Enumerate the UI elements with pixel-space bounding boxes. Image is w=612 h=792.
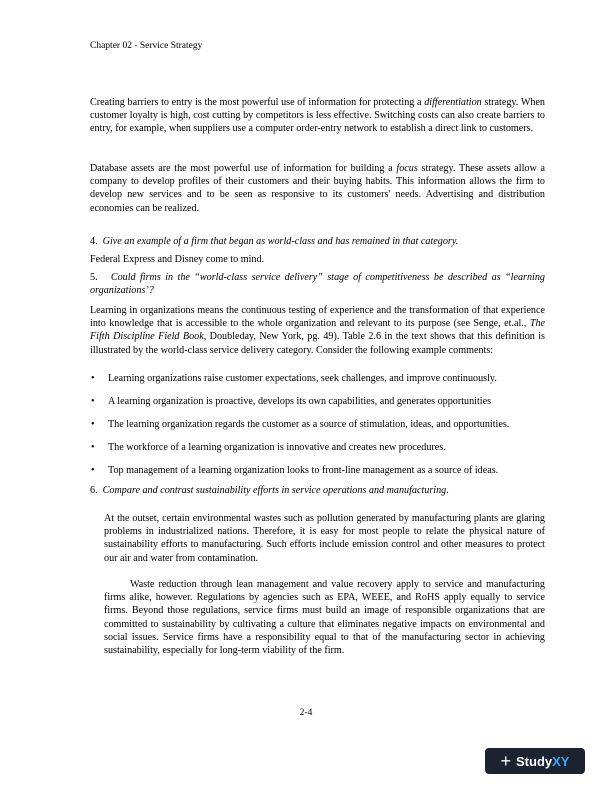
paragraph-differentiation (90, 96, 545, 136)
paragraph-text: strategy. When customer loyalty is high, cost cutting by competitors is less effective. Switching costs can also create barriers to entry, for example, when suppliers use a computer order-entry network to establish a direct link to customers. (90, 97, 545, 135)
list-item-text: The workforce of a learning organization is innovative and creates new procedures. (108, 442, 446, 453)
plus-icon: + (500, 751, 512, 771)
bullet-icon: • (91, 465, 95, 476)
paragraph-text: strategy. These assets allow a company to develop profiles of their customers and their buying habits. This information allows the firm to develop new services and to be seen as responsive to its customers' needs. Advertising and distribution economies can be realized. (90, 163, 546, 214)
bullet-icon: • (91, 396, 95, 407)
question-text: Could firms in the “world-class service delivery” stage of competitiveness be described as “learning organizations’? (90, 272, 545, 297)
question-text: Compare and contrast sustainability efforts in service operations and manufacturing (102, 485, 447, 496)
studyxy-logo (485, 748, 585, 774)
paragraph-text: , Doubleday, New York, pg. 49). Table 2.6 in the text shows that this definition is illustrated by the world-class service delivery category. Consider the following example comments: (90, 331, 545, 356)
bullet-list (90, 372, 550, 487)
list-item (90, 418, 550, 441)
bullet-icon: • (91, 373, 95, 384)
question-5 (90, 271, 545, 297)
answer-6-paragraph-1: At the outset, certain environmental wastes such as pollution generated by manufacturing plants are glaring problems in industrialized nations. Therefore, it is easy for most people to relate the physical nature of sustainability efforts to manufacturing. Such efforts include emission control and other measures to protect our air and water from contamination. (104, 513, 545, 564)
emphasis-text: differentiation (424, 97, 482, 108)
logo-text-accent: XY (552, 753, 570, 769)
list-item-text: Top management of a learning organization looks to front-line management as a source of ideas. (108, 465, 499, 476)
question-6 (90, 484, 545, 497)
question-number: 5. (90, 272, 98, 283)
list-item-text: A learning organization is proactive, develops its own capabilities, and generates opportunities (108, 396, 492, 407)
list-item (90, 441, 550, 464)
answer-6-paragraph-2 (104, 578, 545, 657)
list-item (90, 395, 550, 418)
answer-5 (90, 304, 545, 357)
paragraph-text: Learning in organizations means the continuous testing of experience and the transformation of that experience into knowledge that is accessible to the whole organization and relevant to its purpose (see Senge, et.al., (90, 305, 545, 330)
paragraph-text: Database assets are the most powerful use of information for building a (90, 163, 397, 174)
emphasis-text: focus (396, 163, 418, 174)
page-header: Chapter 02 - Service Strategy (90, 41, 203, 51)
question-text: Give an example of a firm that began as world-class and has remained in that category. (102, 236, 459, 247)
book-title: The Fifth Discipline Field Book (90, 318, 545, 343)
list-item (90, 372, 550, 395)
answer-4: Federal Express and Disney come to mind. (90, 254, 265, 265)
question-4 (90, 235, 545, 248)
question-end: . (446, 485, 449, 496)
page-number: 2-4 (299, 708, 313, 718)
question-number: 4. (90, 236, 98, 247)
bullet-icon: • (91, 442, 95, 453)
question-number: 6. (90, 485, 98, 496)
logo-text: Study (516, 753, 553, 769)
paragraph-focus (90, 162, 545, 215)
bullet-icon: • (91, 419, 95, 430)
list-item-text: Learning organizations raise customer expectations, seek challenges, and improve continuously. (108, 373, 497, 384)
list-item-text: The learning organization regards the customer as a source of stimulation, ideas, and opportunities. (108, 419, 510, 430)
paragraph-text: Creating barriers to entry is the most powerful use of information for protecting a (90, 97, 425, 108)
paragraph-text: Waste reduction through lean management and value recovery apply to service and manufacturing firms alike, however. Regulations by agencies such as EPA, WEEE, and RoHS apply equally to service firms. Beyond those regulations, service firms must build an image of responsible organizations that are committed to sustainability by cultivating a culture that eliminates negative impacts on environmental and social issues. Service firms have a responsibility equal to that of the manufacturing sector in achieving sustainability, especially for long-term viability of the firm. (104, 579, 545, 657)
